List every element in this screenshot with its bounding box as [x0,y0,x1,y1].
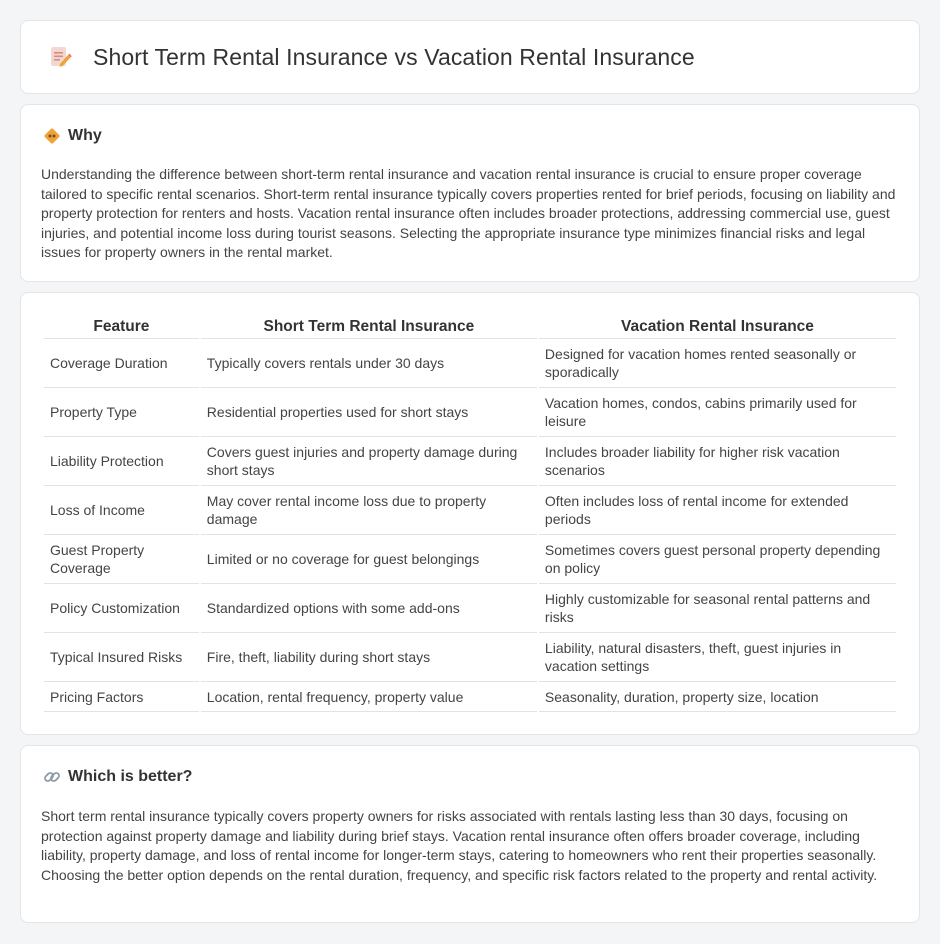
table-row [44,584,896,633]
table-row [44,535,896,584]
better-text: Short term rental insurance typically covers property owners for risks associated with rentals lasting less than 30 days, focusing on protection against property damage and liability during brief stays. Vacation rental insurance often offers broader coverage, including liability, property damage, and loss of rental income for longer-term stays, catering to homeowners who rent their properties seasonally. Choosing the better option depends on the rental duration, frequency, and specific risk factors related to the property and rental activity. [41,808,878,883]
table-row [44,682,896,712]
why-card [20,104,920,282]
page-title: Short Term Rental Insurance vs Vacation Rental Insurance [93,43,695,70]
header-short-term: Short Term Rental Insurance [201,314,537,339]
header-vacation: Vacation Rental Insurance [539,314,896,339]
title-card [20,20,920,94]
comparison-card [20,292,920,735]
vacation-cell: Sometimes covers guest personal property depending on policy [539,535,896,584]
link-icon [43,768,61,786]
vacation-cell: Includes broader liability for higher risk vacation scenarios [539,437,896,486]
feature-cell: Pricing Factors [44,682,199,712]
table-header-row [44,314,896,339]
feature-cell: Liability Protection [44,437,199,486]
short-term-cell: Location, rental frequency, property value [201,682,537,712]
table-row [44,339,896,388]
feature-cell: Property Type [44,388,199,437]
vacation-cell: Seasonality, duration, property size, location [539,682,896,712]
feature-cell: Policy Customization [44,584,199,633]
table-row [44,486,896,535]
why-heading: Why [68,127,102,144]
short-term-cell: Fire, theft, liability during short stays [201,633,537,682]
feature-cell: Typical Insured Risks [44,633,199,682]
why-text: Understanding the difference between short-term rental insurance and vacation rental insurance is crucial to ensure proper coverage tailored to specific rental scenarios. Short-term rental insurance typically covers properties rented for brief periods, focusing on liability and property protection for renters and hosts. Vacation rental insurance often includes broader protections, addressing commercial use, guest injuries, and potential income loss during tourist seasons. Selecting the appropriate insurance type minimizes financial risks and legal issues for property owners in the rental market. [41,166,896,261]
feature-cell: Loss of Income [44,486,199,535]
vacation-cell: Often includes loss of rental income for extended periods [539,486,896,535]
vacation-cell: Highly customizable for seasonal rental patterns and risks [539,584,896,633]
short-term-cell: Residential properties used for short stays [201,388,537,437]
feature-cell: Guest Property Coverage [44,535,199,584]
which-better-card [20,745,920,923]
vacation-cell: Designed for vacation homes rented seasonally or sporadically [539,339,896,388]
table-row [44,388,896,437]
document-pen-icon [47,44,73,70]
diamond-sign-icon [43,127,61,145]
short-term-cell: Limited or no coverage for guest belongings [201,535,537,584]
header-feature: Feature [44,314,199,339]
title-row [21,21,919,93]
vacation-cell: Vacation homes, condos, cabins primarily used for leisure [539,388,896,437]
vacation-cell: Liability, natural disasters, theft, guest injuries in vacation settings [539,633,896,682]
feature-cell: Coverage Duration [44,339,199,388]
better-header [43,768,192,786]
short-term-cell: Typically covers rentals under 30 days [201,339,537,388]
short-term-cell: Covers guest injuries and property damage during short stays [201,437,537,486]
table-row [44,437,896,486]
better-heading: Which is better? [68,768,193,785]
comparison-table [42,314,898,712]
short-term-cell: May cover rental income loss due to property damage [201,486,537,535]
table-row [44,633,896,682]
why-header [43,127,102,145]
short-term-cell: Standardized options with some add-ons [201,584,537,633]
